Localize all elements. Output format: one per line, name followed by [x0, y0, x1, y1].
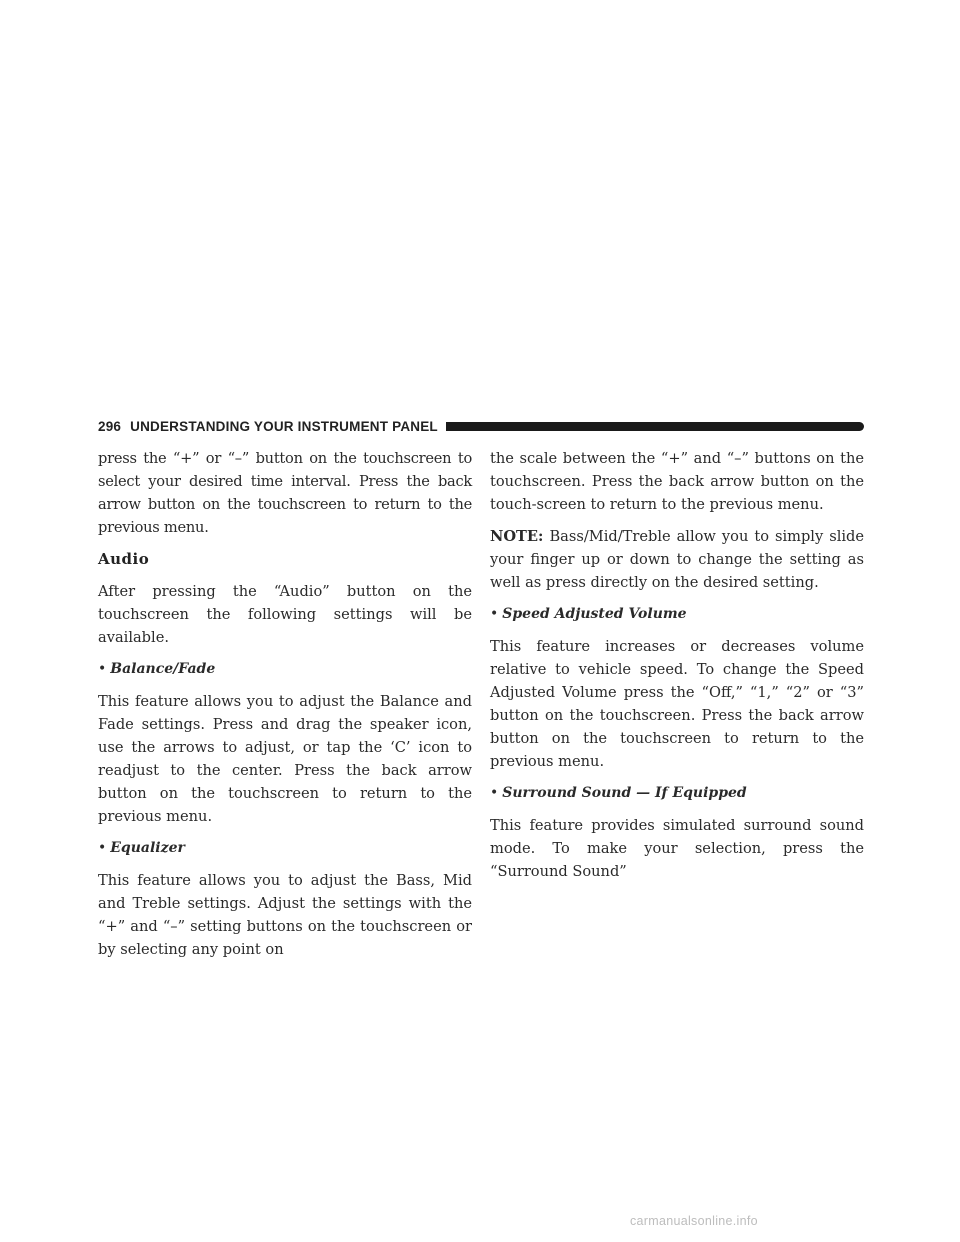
bullet-label: Balance/Fade [110, 661, 216, 677]
header-rule [446, 422, 864, 431]
page-number: 296 [98, 418, 122, 434]
audio-heading: Audio [98, 550, 150, 568]
balance-fade-bullet [98, 658, 472, 681]
note-text: Bass/Mid/Treble allow you to simply slide your finger up or down to change the setting as well as press directly on the desired setting. [490, 528, 865, 591]
left-column [98, 447, 472, 970]
bullet-dot: • [98, 840, 107, 856]
bullet-dot: • [490, 785, 499, 801]
surround-paragraph: This feature provides simulated surround sound mode. To make your selection, press the “Surround Sound” [490, 817, 864, 880]
intro-paragraph: press the “+” or “–” button on the touchscreen to select your desired time interval. Press the back arrow button on the touchscreen to return to the previous menu. [98, 450, 472, 536]
balance-paragraph: This feature allows you to adjust the Balance and Fade settings. Press and drag the speaker icon, use the arrows to adjust, or tap the ‘C’ icon to readjust to the center. Press the back arrow button on the touchscreen to return to the previous menu. [98, 693, 472, 825]
section-title: UNDERSTANDING YOUR INSTRUMENT PANEL [130, 418, 438, 434]
equalizer-paragraph: This feature allows you to adjust the Bass, Mid and Treble settings. Adjust the settings with the “+” and “–” setting buttons on the touchscreen or by selecting any point on [98, 872, 472, 958]
speed-adjusted-volume-bullet [490, 603, 864, 626]
right-column [490, 447, 864, 892]
bullet-dot: • [490, 606, 499, 622]
bullet-label: Speed Adjusted Volume [502, 606, 687, 622]
page-header [98, 417, 864, 435]
speed-paragraph: This feature increases or decreases volume relative to vehicle speed. To change the Speed Adjusted Volume press the “Off,” “1,” “2” or “3” button on the touchscreen. Press the back arrow button on the touchscreen to return to the previous menu. [490, 638, 864, 770]
note-paragraph [490, 525, 864, 594]
bullet-dot: • [98, 661, 107, 677]
watermark-text: carmanualsonline.info [630, 1214, 758, 1228]
bullet-label: Surround Sound — If Equipped [502, 785, 747, 801]
surround-sound-bullet [490, 782, 864, 805]
continuation-paragraph: the scale between the “+” and “–” buttons on the touchscreen. Press the back arrow button on the touch-screen to return to the previous menu. [490, 450, 864, 513]
equalizer-bullet [98, 837, 472, 860]
audio-paragraph: After pressing the “Audio” button on the touchscreen the following settings will be available. [98, 583, 472, 646]
bullet-label: Equalizer [110, 840, 185, 856]
note-label: NOTE: [490, 528, 544, 545]
